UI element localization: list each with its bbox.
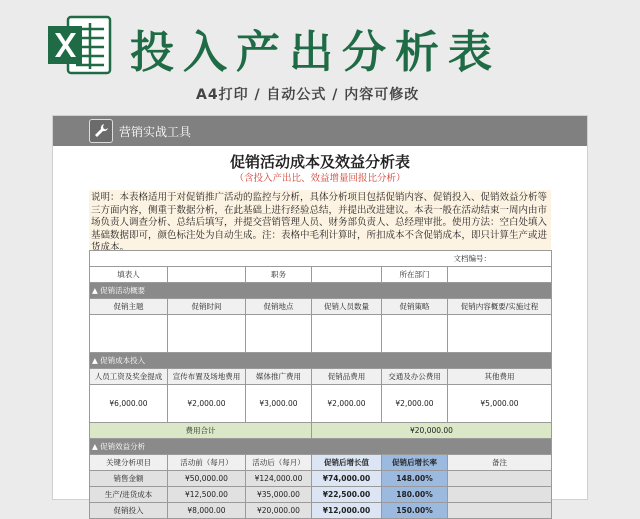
filler-input[interactable] bbox=[168, 267, 246, 283]
description-box: 说明：本表格适用于对促销推广活动的监控与分析，具体分析项目包括促销内容、促销投入、促销效益分析等三方面内容，侧重于数据分析，在此基础上进行经验总结，并提出改进建议。本表一般在活动结束一周内由市场负责人调查分析、总结后填写，并提交营销管理人员、财务部负责人、总经理审批。使用方法：空白处填入基础数据即可，颜色标注处为自动生成。注：表格中毛利计算时，所扣成本不含促销成本，即只计算生产或进货成本。 bbox=[89, 190, 551, 250]
table-cell: 180.00% bbox=[382, 487, 448, 503]
column-header: 交通及办公费用 bbox=[382, 369, 448, 385]
table-cell[interactable]: ¥8,000.00 bbox=[168, 503, 246, 519]
section-header bbox=[90, 353, 552, 369]
column-header: 促销地点 bbox=[246, 299, 312, 315]
doc-subtitle: （含投入产出比、效益增量回报比分析） bbox=[234, 173, 406, 184]
table-cell: ¥74,000.00 bbox=[312, 471, 382, 487]
table-cell[interactable]: ¥3,000.00 bbox=[246, 385, 312, 423]
table-cell[interactable]: ¥12,500.00 bbox=[168, 487, 246, 503]
table-cell: 148.00% bbox=[382, 471, 448, 487]
column-header: 促销后增长值 bbox=[312, 455, 382, 471]
column-header: 活动后（每月） bbox=[246, 455, 312, 471]
column-header: 促销品费用 bbox=[312, 369, 382, 385]
total-value: ¥20,000.00 bbox=[312, 423, 552, 439]
column-header: 宣传布置及场地费用 bbox=[168, 369, 246, 385]
table-cell[interactable]: ¥124,000.00 bbox=[246, 471, 312, 487]
filler-label: 填表人 bbox=[90, 267, 168, 283]
toolbar bbox=[53, 116, 587, 146]
column-header: 促销主题 bbox=[90, 299, 168, 315]
table-cell[interactable] bbox=[90, 315, 168, 353]
section-header bbox=[90, 439, 552, 455]
spreadsheet-sheet bbox=[52, 115, 588, 515]
table-cell[interactable] bbox=[312, 315, 382, 353]
header-banner bbox=[0, 0, 640, 112]
table-cell[interactable]: ¥2,000.00 bbox=[312, 385, 382, 423]
table-cell[interactable] bbox=[448, 315, 552, 353]
column-header: 其他费用 bbox=[448, 369, 552, 385]
position-label: 职务 bbox=[246, 267, 312, 283]
table-cell[interactable]: ¥5,000.00 bbox=[448, 385, 552, 423]
doc-number-label: 文档编号： bbox=[90, 251, 552, 267]
table-row bbox=[90, 503, 552, 519]
total-label: 费用合计 bbox=[90, 423, 312, 439]
table-cell[interactable]: ¥50,000.00 bbox=[168, 471, 246, 487]
column-header: 活动前（每月） bbox=[168, 455, 246, 471]
column-header: 备注 bbox=[448, 455, 552, 471]
overview-input-row bbox=[90, 315, 552, 353]
doc-number-row bbox=[90, 251, 552, 267]
table-cell[interactable] bbox=[382, 315, 448, 353]
table-cell: 生产/进货成本 bbox=[90, 487, 168, 503]
table-cell[interactable] bbox=[168, 315, 246, 353]
table-cell: ¥22,500.00 bbox=[312, 487, 382, 503]
table-cell[interactable]: ¥2,000.00 bbox=[168, 385, 246, 423]
wrench-icon[interactable] bbox=[89, 119, 113, 143]
department-input[interactable] bbox=[448, 267, 552, 283]
cost-total-row bbox=[90, 423, 552, 439]
column-header: 促销后增长率 bbox=[382, 455, 448, 471]
analysis-table bbox=[89, 250, 552, 519]
table-cell[interactable]: ¥2,000.00 bbox=[382, 385, 448, 423]
table-cell[interactable] bbox=[246, 315, 312, 353]
column-header: 促销人员数量 bbox=[312, 299, 382, 315]
column-header-row bbox=[90, 299, 552, 315]
column-header: 人员工资及奖金提成 bbox=[90, 369, 168, 385]
column-header-row bbox=[90, 455, 552, 471]
table-cell: 促销投入 bbox=[90, 503, 168, 519]
section-overview-title: ▲ 促销活动概要 bbox=[90, 283, 552, 299]
column-header: 促销时间 bbox=[168, 299, 246, 315]
table-cell: 销售金额 bbox=[90, 471, 168, 487]
table-cell[interactable]: ¥6,000.00 bbox=[90, 385, 168, 423]
table-cell[interactable]: ¥35,000.00 bbox=[246, 487, 312, 503]
table-row bbox=[90, 471, 552, 487]
excel-logo-icon bbox=[46, 14, 112, 76]
column-header: 促销策略 bbox=[382, 299, 448, 315]
toolbar-label: 营销实战工具 bbox=[119, 124, 192, 139]
table-cell[interactable] bbox=[448, 503, 552, 519]
cost-values-row bbox=[90, 385, 552, 423]
position-input[interactable] bbox=[312, 267, 382, 283]
department-label: 所在部门 bbox=[382, 267, 448, 283]
column-header: 关键分析项目 bbox=[90, 455, 168, 471]
table-cell: 150.00% bbox=[382, 503, 448, 519]
section-benefit-title: ▲ 促销效益分析 bbox=[90, 439, 552, 455]
table-cell[interactable]: ¥20,000.00 bbox=[246, 503, 312, 519]
column-header: 促销内容概要/实施过程 bbox=[448, 299, 552, 315]
section-cost-title: ▲ 促销成本投入 bbox=[90, 353, 552, 369]
filler-row bbox=[90, 267, 552, 283]
page-subtitle: A4打印 / 自动公式 / 内容可修改 bbox=[196, 87, 420, 103]
table-row bbox=[90, 487, 552, 503]
page-title: 投入产出分析表 bbox=[130, 27, 501, 78]
column-header: 媒体推广费用 bbox=[246, 369, 312, 385]
section-header bbox=[90, 283, 552, 299]
doc-title: 促销活动成本及效益分析表 bbox=[229, 153, 410, 171]
column-header-row bbox=[90, 369, 552, 385]
table-cell[interactable] bbox=[448, 487, 552, 503]
table-cell[interactable] bbox=[448, 471, 552, 487]
table-cell: ¥12,000.00 bbox=[312, 503, 382, 519]
